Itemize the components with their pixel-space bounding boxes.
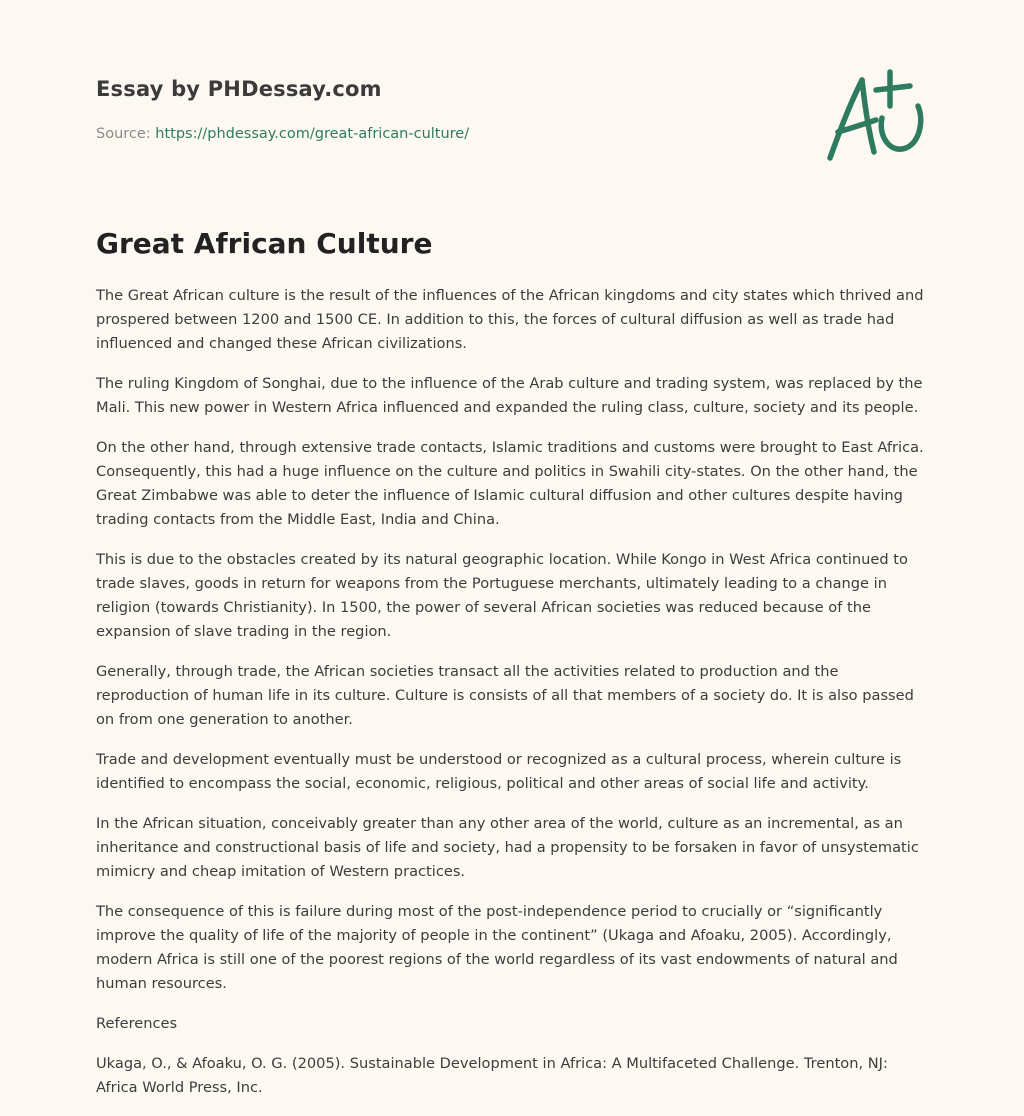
paragraph: Generally, through trade, the African societies transact all the activities related to production and the reproduction of human life in its culture. Culture is consists of all that members of a society do. It is also passed on from one generation to another. <box>96 663 914 728</box>
source-label: Source: <box>96 126 151 142</box>
paragraph: On the other hand, through extensive trade contacts, Islamic traditions and customs were brought to East Africa. Consequently, this had a huge influence on the culture and politics in Swahili city-states. On the other hand, the Great Zimbabwe was able to deter the influence of Islamic cultural diffusion and other cultures despite having trading contacts from the Middle East, India and China. <box>96 439 924 528</box>
paragraph: This is due to the obstacles created by its natural geographic location. While Kongo in West Africa continued to trade slaves, goods in return for weapons from the Portuguese merchants, ultimately leading to a change in religion (towards Christianity). In 1500, the power of several African societies was reduced because of the expansion of slave trading in the region. <box>96 551 908 640</box>
document-body <box>96 284 931 1116</box>
source-line <box>96 124 796 144</box>
paragraph: The ruling Kingdom of Songhai, due to the influence of the Arab culture and trading system, was replaced by the Mali. This new power in Western Africa influenced and expanded the ruling class, culture, society and its people. <box>96 375 923 416</box>
source-link[interactable]: https://phdessay.com/great-african-culture/ <box>155 126 470 142</box>
document-title: Great African Culture <box>96 227 433 260</box>
site-title: Essay by PHDessay.com <box>96 77 382 101</box>
a-plus-logo-icon <box>818 66 930 166</box>
page-header <box>96 74 796 144</box>
references-heading: References <box>96 1015 178 1032</box>
paragraph: The Great African culture is the result of the influences of the African kingdoms and city states which thrived and prospered between 1200 and 1500 CE. In addition to this, the forces of cultural diffusion as well as trade had influenced and changed these African civilizations. <box>96 287 924 352</box>
paragraph: The consequence of this is failure during most of the post-independence period to crucially or “significantly improve the quality of life of the majority of people in the continent” (Ukaga and Afoaku, 2005). Accordingly, modern Africa is still one of the poorest regions of the world regardless of its vast endowments of natural and human resources. <box>96 903 898 992</box>
reference-entry: Ukaga, O., & Afoaku, O. G. (2005). Sustainable Development in Africa: A Multifaceted Challenge. Trenton, NJ: Africa World Press, Inc. <box>96 1055 888 1096</box>
paragraph: In the African situation, conceivably greater than any other area of the world, culture as an incremental, as an inheritance and constructional basis of life and society, had a propensity to be forsaken in favor of unsystematic mimicry and cheap imitation of Western practices. <box>96 815 919 880</box>
paragraph: Trade and development eventually must be understood or recognized as a cultural process, wherein culture is identified to encompass the social, economic, religious, political and other areas of social life and activity. <box>96 751 902 792</box>
